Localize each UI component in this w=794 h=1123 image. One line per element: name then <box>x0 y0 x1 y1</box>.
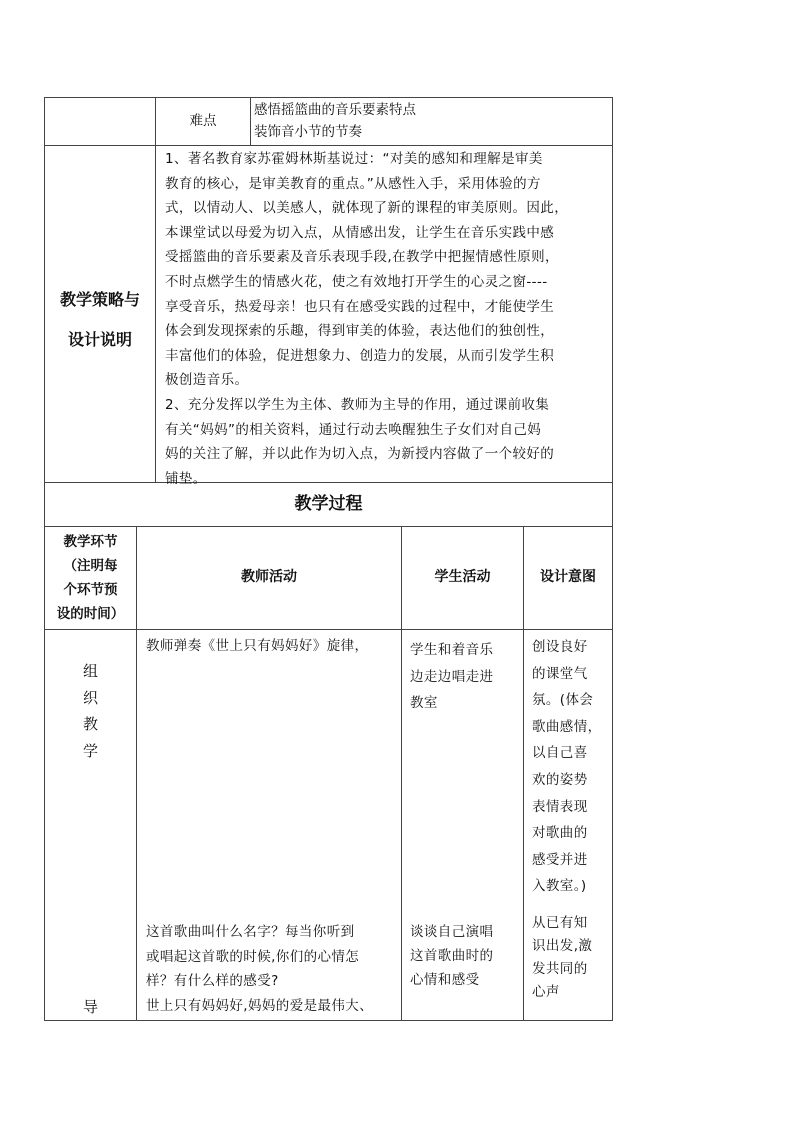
table-border-top <box>44 97 613 98</box>
strategy-line: 极创造音乐。 <box>165 372 249 389</box>
col-divider-student <box>523 526 524 1020</box>
row-divider-headers <box>44 629 613 630</box>
intent-line: 从已有知 <box>532 915 588 931</box>
stage-char: 教 <box>82 715 98 733</box>
strategy-line: 有关“妈妈”的相关资料，通过行动去唤醒独生子女们对自己妈 <box>165 421 542 438</box>
stage-char: 织 <box>82 688 98 707</box>
difficulty-label: 难点 <box>189 113 217 129</box>
teacher-activity-2 <box>146 920 373 1018</box>
student-line: 边走边唱走进 <box>410 668 494 685</box>
row-divider-difficulty <box>44 145 613 146</box>
strategy-label <box>45 280 155 360</box>
intent-line: 入教室。) <box>532 878 587 895</box>
table-border-bottom <box>44 1020 613 1021</box>
strategy-line: 教育的核心，是审美教育的重点。”从感性入手，采用体验的方 <box>165 175 541 192</box>
stage-introduce <box>45 996 136 1019</box>
intent-line: 表情表现 <box>532 798 588 815</box>
strategy-line: 妈的关注了解，并以此作为切入点，为新授内容做了一个较好的 <box>165 446 555 463</box>
student-activity-1 <box>410 637 493 717</box>
strategy-line: 不时点燃学生的情感火花，使之有效地打开学生的心灵之窗---- <box>165 273 548 290</box>
intent-line: 感受并进 <box>532 851 588 868</box>
header-intent: 设计意图 <box>540 569 596 585</box>
strategy-line: 式，以情动人、以美感人，就体现了新的课程的审美原则。因此， <box>165 200 569 217</box>
intent-line: 心声 <box>532 984 560 1000</box>
header-stage-line: 设的时间） <box>56 606 125 622</box>
strategy-line: 丰富他们的体验，促进想象力、创造力的发展，从而引发学生积 <box>165 347 555 364</box>
teacher-line: 或唱起这首歌的时候,你们的心情怎 <box>146 948 360 965</box>
stage-char: 组 <box>82 662 98 680</box>
strategy-line: 体会到发现探索的乐趣，得到审美的体验，表达他们的独创性， <box>165 323 555 340</box>
intent-line: 发共同的 <box>532 961 588 977</box>
difficulty-content <box>254 99 416 143</box>
header-stage-line: 个环节预 <box>63 582 118 598</box>
col-divider-difficulty-2 <box>250 97 251 145</box>
strategy-content <box>165 147 568 491</box>
strategy-line: 1、著名教育家苏霍姆林斯基说过：“对美的感知和理解是审美 <box>165 151 543 167</box>
teacher-activity-1 <box>146 634 368 659</box>
intent-line: 的课堂气 <box>532 665 588 682</box>
strategy-line: 受摇篮曲的音乐要素及音乐表现手段,在教学中把握情感性原则， <box>165 249 559 266</box>
strategy-label-line: 教学策略与 <box>59 290 140 309</box>
intent-line: 创设良好 <box>532 639 588 655</box>
student-activity-2 <box>410 920 493 992</box>
difficulty-line: 感悟摇篮曲的音乐要素特点 <box>254 102 416 118</box>
intent-1 <box>532 634 602 900</box>
intent-line: 氛。(体会 <box>532 692 594 709</box>
strategy-line: 本课堂试以母爱为切入点，从情感出发，让学生在音乐实践中感 <box>165 224 555 241</box>
intent-line: 识出发,激 <box>532 938 593 954</box>
strategy-line: 2、充分发挥以学生为主体、教师为主导的作用，通过课前收集 <box>165 396 550 413</box>
intent-line: 对歌曲的 <box>532 825 588 842</box>
intent-line: 欢的姿势 <box>532 771 588 788</box>
col-divider-teacher <box>401 526 402 1020</box>
header-teacher: 教师活动 <box>241 569 297 585</box>
header-stage <box>45 530 136 626</box>
student-line: 教室 <box>410 695 438 711</box>
header-stage-line: 教学环节 <box>63 534 118 550</box>
strategy-line: 铺垫。 <box>165 470 207 487</box>
col-divider-strategy <box>155 145 156 482</box>
header-student: 学生活动 <box>434 569 491 585</box>
header-stage-line: （注明每 <box>63 558 118 574</box>
stage-char: 学 <box>82 741 98 760</box>
teacher-line: 世上只有妈妈好,妈妈的爱是最伟大、 <box>146 997 374 1014</box>
student-line: 学生和着音乐 <box>410 642 494 658</box>
difficulty-line: 装饰音小节的节奏 <box>254 124 362 140</box>
process-title: 教学过程 <box>294 494 363 514</box>
intent-line: 歌曲感情， <box>532 718 602 735</box>
stage-organize <box>45 658 136 764</box>
teacher-line: 样？有什么样的感受? <box>146 973 279 990</box>
table-border-right <box>612 97 613 1021</box>
student-line: 谈谈自己演唱 <box>410 924 494 940</box>
intent-2 <box>532 912 592 1004</box>
stage-char: 导 <box>82 998 98 1016</box>
strategy-label-line: 设计说明 <box>67 330 132 349</box>
teacher-line: 教师弹奏《世上只有妈妈好》旋律， <box>146 638 369 654</box>
col-divider-stage <box>136 526 137 1020</box>
row-divider-process-title <box>44 526 613 527</box>
teacher-line: 这首歌曲叫什么名字？每当你听到 <box>146 924 355 940</box>
strategy-line: 享受音乐，热爱母亲！也只有在感受实践的过程中，才能使学生 <box>165 298 555 315</box>
intent-line: 以自己喜 <box>532 745 588 762</box>
student-line: 这首歌曲时的 <box>410 948 494 964</box>
student-line: 心情和感受 <box>410 972 480 988</box>
